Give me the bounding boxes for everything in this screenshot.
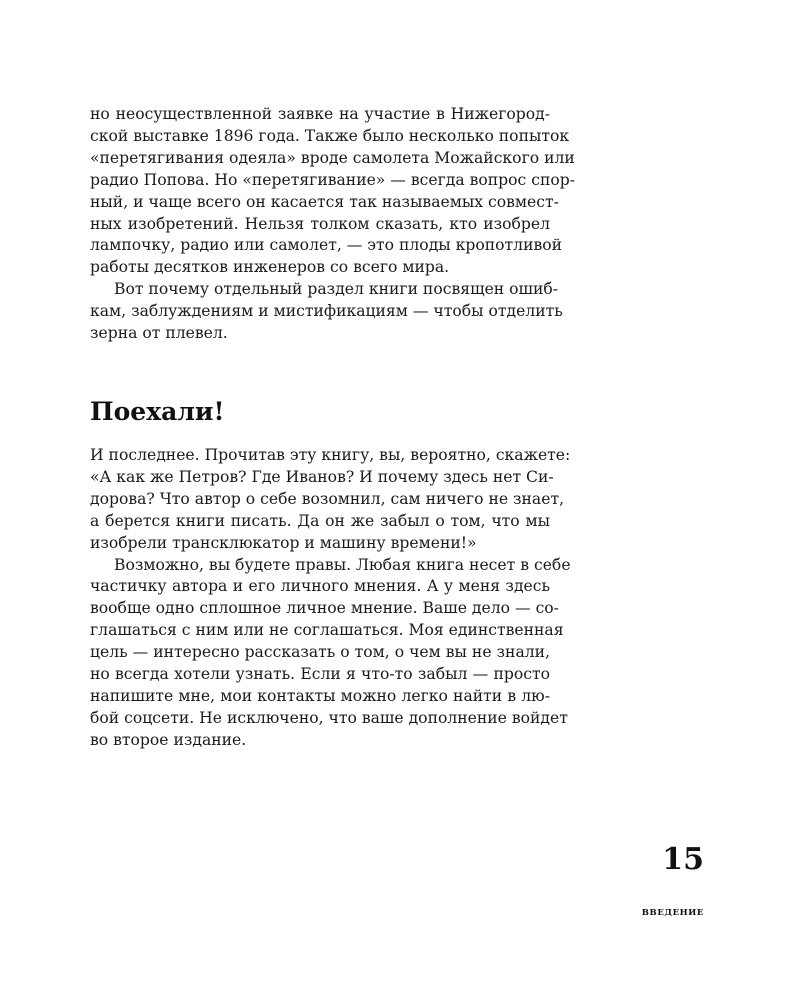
text-line: глашаться с ним или не соглашаться. Моя единственная bbox=[90, 621, 564, 640]
text-line: «перетягивания одеяла» вроде самолета Можайского или bbox=[90, 148, 575, 167]
text-line: Возможно, вы будете правы. Любая книга несет в себе bbox=[114, 555, 571, 574]
text-line: но всегда хотели узнать. Если я что-то забыл — просто bbox=[90, 665, 550, 684]
text-line: Вот почему отдельный раздел книги посвящен ошиб- bbox=[114, 280, 559, 299]
text-line: зерна от плевел. bbox=[90, 324, 228, 343]
text-line: И последнее. Прочитав эту книгу, вы, вероятно, скажете: bbox=[90, 445, 571, 464]
text-line: кам, заблуждениям и мистификациям — чтобы отделить bbox=[90, 302, 563, 321]
text-line: бой соцсети. Не исключено, что ваше дополнение войдет bbox=[90, 708, 568, 727]
text-line: напишите мне, мои контакты можно легко найти в лю- bbox=[90, 686, 550, 705]
paragraph-author-opinion bbox=[90, 555, 571, 752]
text-line: работы десятков инженеров со всего мира. bbox=[90, 258, 450, 277]
paragraph-errors-section bbox=[90, 279, 563, 345]
text-line: «А как же Петров? Где Иванов? И почему здесь нет Си- bbox=[90, 467, 554, 486]
section-heading: Поехали! bbox=[90, 396, 225, 426]
paragraph-continuation bbox=[90, 104, 576, 279]
text-line: ской выставке 1896 года. Также было несколько попыток bbox=[90, 126, 570, 145]
text-line: лампочку, радио или самолет, — это плоды кропотливой bbox=[90, 236, 563, 255]
text-line: вообще одно сплошное личное мнение. Ваше дело — со- bbox=[90, 599, 559, 618]
text-line: радио Попова. Но «перетягивание» — всегда вопрос спор- bbox=[90, 170, 576, 189]
text-line: частичку автора и его личного мнения. А у меня здесь bbox=[90, 577, 550, 596]
text-line: дорова? Что автор о себе возомнил, сам ничего не знает, bbox=[90, 489, 565, 508]
text-line: а берется книги писать. Да он же забыл о том, что мы bbox=[90, 511, 550, 530]
text-column bbox=[90, 104, 576, 752]
text-line: но неосуществленной заявке на участие в Нижегород- bbox=[90, 105, 550, 123]
running-footer: ВВЕДЕНИЕ bbox=[641, 908, 704, 918]
text-line: изобрели трансклюкатор и машину времени!» bbox=[90, 533, 477, 552]
page-number: 15 bbox=[662, 842, 704, 877]
text-line: ный, и чаще всего он касается так называемых совмест- bbox=[90, 192, 559, 211]
text-line: во второе издание. bbox=[90, 730, 247, 749]
text-line: ных изобретений. Нельзя толком сказать, кто изобрел bbox=[90, 214, 550, 233]
text-line: цель — интересно рассказать о том, о чем вы не знали, bbox=[90, 643, 550, 662]
paragraph-last-words bbox=[90, 445, 571, 555]
